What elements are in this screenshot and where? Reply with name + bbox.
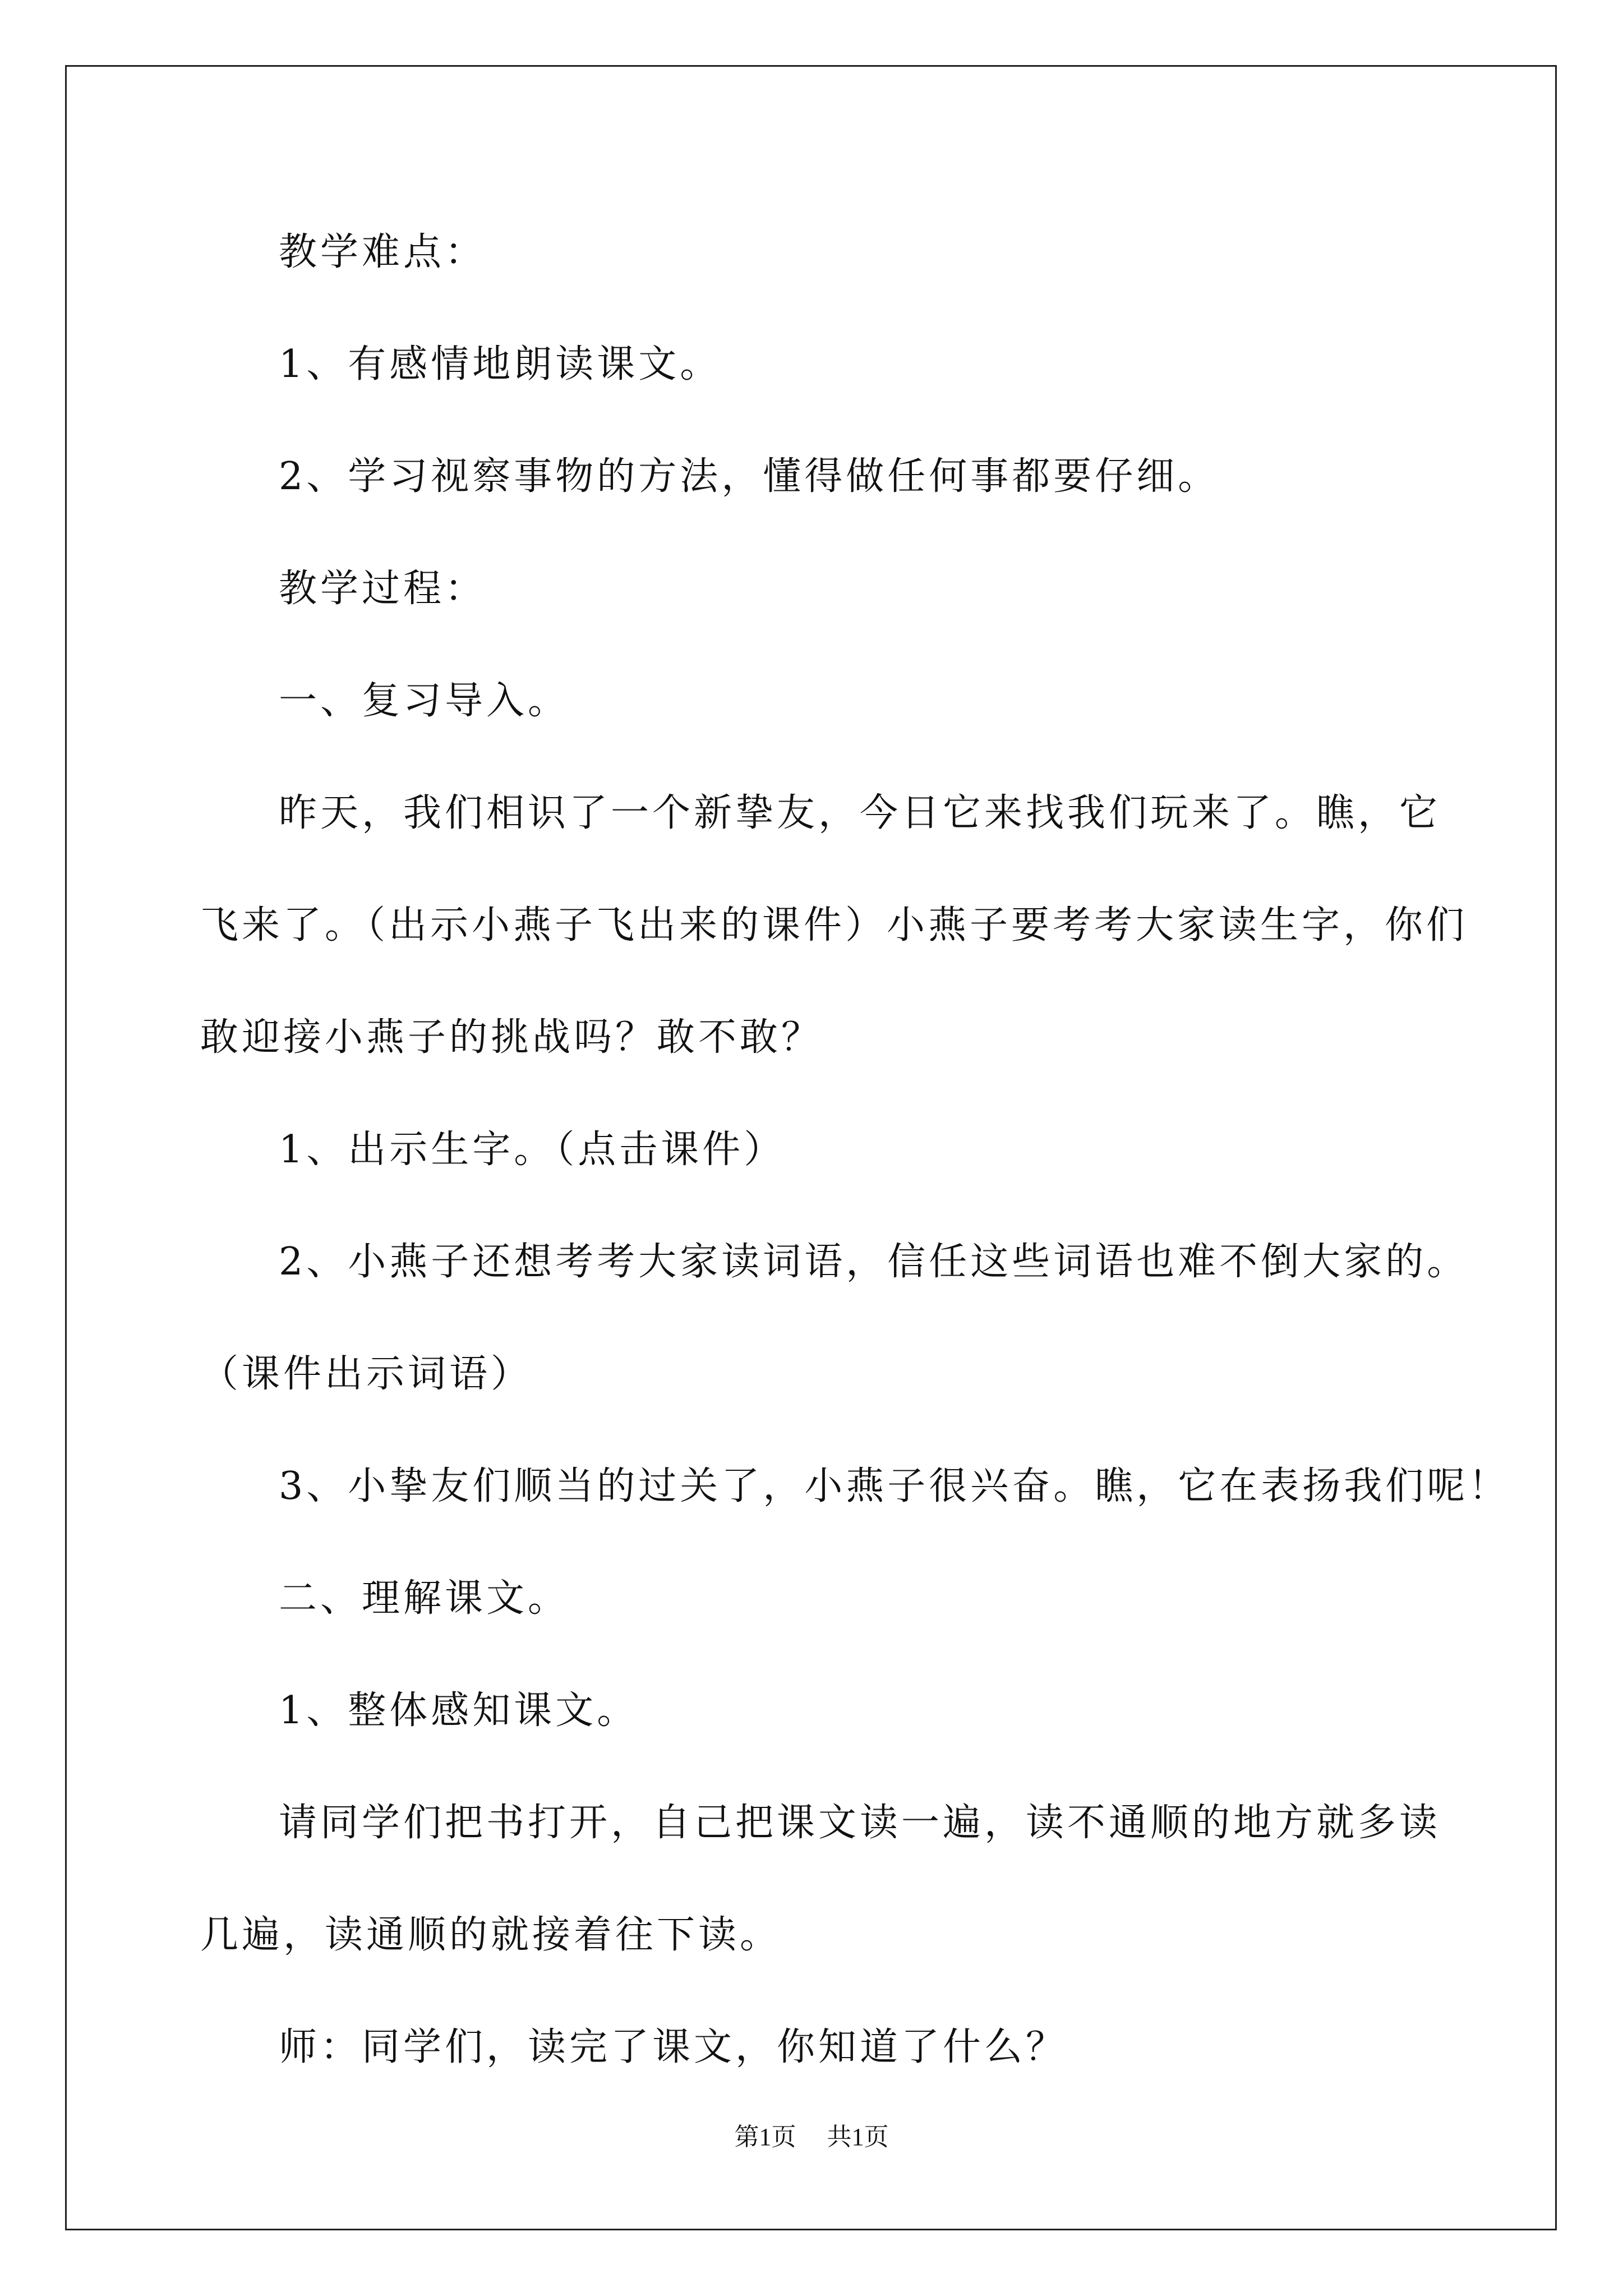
- page-number: 第1页: [734, 2123, 796, 2151]
- paragraph: 飞来了。（出示小燕子飞出来的课件）小燕子要考考大家读生字，你们: [200, 903, 1468, 947]
- paragraph: 教学难点：: [279, 230, 487, 274]
- paragraph: 1、有感情地朗读课文。: [279, 342, 722, 386]
- paragraph: 一、复习导入。: [279, 679, 570, 723]
- paragraph: 1、出示生字。（点击课件）: [279, 1128, 786, 1172]
- paragraph: 2、学习视察事物的方法，懂得做任何事都要仔细。: [279, 454, 1220, 499]
- paragraph: 昨天，我们相识了一个新挚友，今日它来找我们玩来了。瞧，它: [279, 791, 1441, 835]
- page-footer: [0, 2120, 1623, 2154]
- paragraph: 2、小燕子还想考考大家读词语，信任这些词语也难不倒大家的。: [279, 1240, 1469, 1284]
- paragraph: 教学过程：: [279, 567, 487, 611]
- paragraph: 二、理解课文。: [279, 1576, 570, 1621]
- paragraph: 请同学们把书打开，自己把课文读一遍，读不通顺的地方就多读: [279, 1801, 1441, 1845]
- paragraph: 3、小挚友们顺当的过关了，小燕子很兴奋。瞧，它在表扬我们呢！: [279, 1464, 1510, 1508]
- paragraph: （课件出示词语）: [200, 1352, 533, 1396]
- paragraph: 1、整体感知课文。: [279, 1688, 639, 1733]
- paragraph: 几遍，读通顺的就接着往下读。: [200, 1913, 782, 1957]
- paragraph: 师：同学们，读完了课文，你知道了什么？: [279, 2025, 1068, 2069]
- page-total: 共1页: [827, 2123, 889, 2151]
- paragraph: 敢迎接小燕子的挑战吗？敢不敢？: [200, 1015, 823, 1060]
